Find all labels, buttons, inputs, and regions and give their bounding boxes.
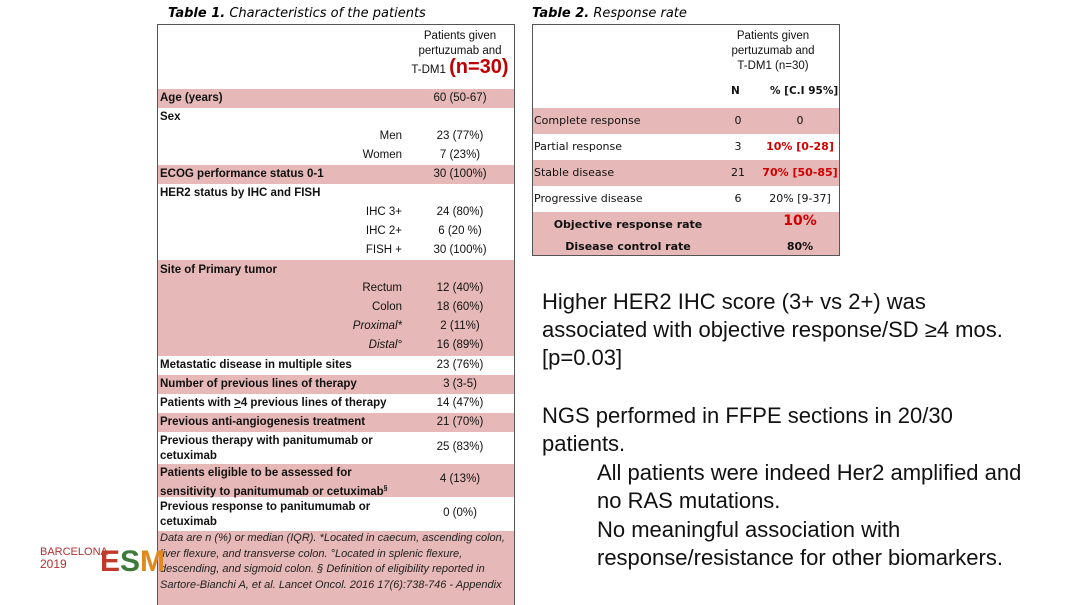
table-row-ihc3	[158, 203, 514, 222]
row-value: 23 (77%)	[436, 130, 484, 142]
table-row-ihc2	[158, 222, 514, 241]
row-label: ECOG performance status 0-1	[160, 168, 324, 180]
row-n: 21	[731, 166, 745, 179]
row-label: Sex	[160, 111, 181, 123]
row-pct: 80%	[786, 240, 814, 253]
logo-esm-mark	[100, 546, 165, 578]
row-label: Age (years)	[160, 92, 223, 104]
logo-city: BARCELONA	[40, 546, 108, 558]
row-value: 21 (70%)	[436, 416, 484, 428]
table1-header-text	[406, 29, 514, 78]
finding-her2-line3: [p=0.03]	[542, 345, 623, 370]
table-row-men	[158, 127, 514, 146]
finding-ngs-line1: NGS performed in FFPE sections in 20/30	[542, 403, 953, 428]
row-value: 0 (0%)	[443, 507, 477, 519]
table2-caption-text: Response rate	[589, 6, 687, 21]
table2-col-pct: % [C.I 95%]	[770, 85, 839, 97]
table1-header	[158, 25, 514, 90]
row-value: 30 (100%)	[433, 244, 487, 256]
finding-her2-line1: Higher HER2 IHC score (3+ vs 2+) was	[542, 289, 926, 314]
table-row-complete-response	[533, 108, 839, 134]
row-value: 25 (83%)	[436, 441, 484, 453]
row-label: Objective response rate	[553, 218, 703, 231]
logo-letter-e: E	[100, 545, 121, 578]
table-row-distal	[158, 336, 514, 356]
ge4-label-pre: Patients with	[160, 397, 235, 409]
finding-ngs-line2: patients.	[542, 431, 626, 456]
esmo-barcelona-logo	[40, 545, 166, 580]
logo-year: 2019	[40, 557, 67, 571]
row-label: Proximal*	[352, 320, 402, 332]
table-row-objective-response-rate	[533, 212, 839, 238]
row-label: Complete response	[534, 114, 641, 127]
table-row-site	[158, 260, 514, 279]
row-label: FISH +	[365, 244, 402, 256]
table1-header-line1: Patients given	[423, 30, 497, 42]
row-pct: 70% [50-85]	[762, 166, 838, 179]
row-label: Previous therapy with panitumumab or cetuximab	[160, 435, 373, 462]
table2-header	[723, 29, 823, 74]
table2-header-line3: T-DM1 (n=30)	[737, 60, 809, 72]
row-label: Partial response	[534, 140, 623, 153]
row-n: 3	[734, 140, 742, 153]
row-n: 6	[734, 192, 742, 205]
row-label: Site of Primary tumor	[160, 264, 277, 276]
row-label: Previous response to panitumumab or cetuximab	[160, 501, 371, 528]
finding-biomarkers-line2: response/resistance for other biomarkers.	[597, 545, 1003, 570]
finding-amplified-line2: no RAS mutations.	[597, 488, 781, 513]
table2-caption	[532, 6, 687, 21]
table1-header-n: (n=30)	[449, 56, 509, 78]
table1-footnote: Data are n (%) or median (IQR). *Located in caecum, ascending colon, liver flexure, and transverse colon. °Located in splenic flexure, descending, and sigmoid colon. § Definition of eligibility reported in Sartore-Bianchi A, et al. Lancet Oncol. 2016 17(6):738-746 - Appendix	[158, 531, 514, 605]
logo-letter-m: M	[140, 545, 166, 578]
response-rate-table	[532, 24, 840, 256]
characteristics-table	[157, 24, 515, 605]
row-value: 30 (100%)	[433, 168, 487, 180]
row-pct: 0	[796, 114, 804, 127]
table-row-proximal	[158, 317, 514, 336]
row-label: Distal°	[368, 339, 402, 351]
row-label	[160, 466, 400, 500]
table-row-rectum	[158, 279, 514, 298]
table-row-progressive-disease	[533, 186, 839, 212]
row-pct: 20% [9-37]	[769, 192, 831, 205]
row-pct: 10%	[783, 213, 817, 229]
table2-header-line2: pertuzumab and	[731, 45, 815, 57]
row-label: Disease control rate	[565, 240, 691, 253]
row-label	[160, 397, 387, 409]
logo-city-year	[40, 546, 108, 570]
row-label: Metastatic disease in multiple sites	[160, 359, 352, 371]
row-label: Previous anti-angiogenesis treatment	[160, 416, 366, 428]
ge4-label-post: 4 previous lines of therapy	[240, 397, 387, 409]
table1-header-line2: pertuzumab and	[418, 45, 502, 57]
table-row-lines	[158, 375, 514, 394]
logo-letter-s: S	[120, 545, 141, 578]
table-row-age	[158, 89, 514, 108]
row-label: Rectum	[362, 282, 402, 294]
row-n: 0	[734, 114, 742, 127]
finding-amplified-line1: All patients were indeed Her2 amplified and	[597, 460, 1022, 485]
row-label: Progressive disease	[534, 192, 643, 205]
row-value: 24 (80%)	[436, 206, 484, 218]
table-row-metastatic	[158, 356, 514, 375]
row-value: 7 (23%)	[439, 149, 481, 161]
table-row-panitumumab	[158, 432, 514, 464]
table1-header-treatment: T-DM1	[411, 64, 446, 76]
row-value: 12 (40%)	[436, 282, 484, 294]
table2-col-n: N	[731, 85, 740, 97]
table-row-ge4-lines	[158, 394, 514, 413]
table-row-previous-response	[158, 497, 514, 531]
row-value: 18 (60%)	[436, 301, 484, 313]
row-value: 16 (89%)	[436, 339, 484, 351]
row-value: 4 (13%)	[439, 473, 481, 485]
finding-her2-line2: associated with objective response/SD ≥4 mos.	[542, 317, 1003, 342]
eligible-label-sup: §	[383, 485, 388, 492]
table1-header-line3	[406, 56, 514, 78]
table-row-eligible	[158, 464, 514, 497]
table-row-antiangiogenesis	[158, 413, 514, 432]
row-value: 3 (3-5)	[443, 378, 477, 390]
table-row-fish	[158, 241, 514, 260]
row-label: Stable disease	[534, 166, 615, 179]
row-label: IHC 2+	[365, 225, 402, 237]
finding-biomarkers-line1: No meaningful association with	[597, 517, 901, 542]
row-value: 60 (50-67)	[433, 92, 487, 104]
table-row-ecog	[158, 165, 514, 184]
row-value: 23 (76%)	[436, 359, 484, 371]
row-value: 14 (47%)	[436, 397, 484, 409]
row-value: 6 (20 %)	[438, 225, 482, 237]
table1-caption	[168, 6, 426, 21]
row-pct: 10% [0-28]	[766, 140, 834, 153]
table-row-partial-response	[533, 134, 839, 160]
table-row-colon	[158, 298, 514, 317]
table-row-sex	[158, 108, 514, 127]
row-label: IHC 3+	[365, 206, 402, 218]
row-label: Women	[362, 149, 402, 161]
eligible-label-text: Patients eligible to be assessed for sensitivity to panitumumab or cetuximab	[160, 467, 384, 498]
table-row-women	[158, 146, 514, 165]
table1-caption-bold: Table 1.	[168, 6, 226, 21]
ge4-label-symbol: >	[234, 397, 241, 409]
row-label: Number of previous lines of therapy	[160, 378, 357, 390]
table2-caption-bold: Table 2.	[532, 6, 590, 21]
row-label: Men	[379, 130, 402, 142]
table2-header-line1: Patients given	[736, 30, 810, 42]
row-label: Colon	[371, 301, 402, 313]
table1-caption-text: Characteristics of the patients	[225, 6, 426, 21]
row-label: HER2 status by IHC and FISH	[160, 187, 321, 199]
row-value: 2 (11%)	[440, 320, 480, 332]
table-row-her2	[158, 184, 514, 203]
table-row-disease-control-rate	[533, 236, 839, 255]
table-row-stable-disease	[533, 160, 839, 186]
